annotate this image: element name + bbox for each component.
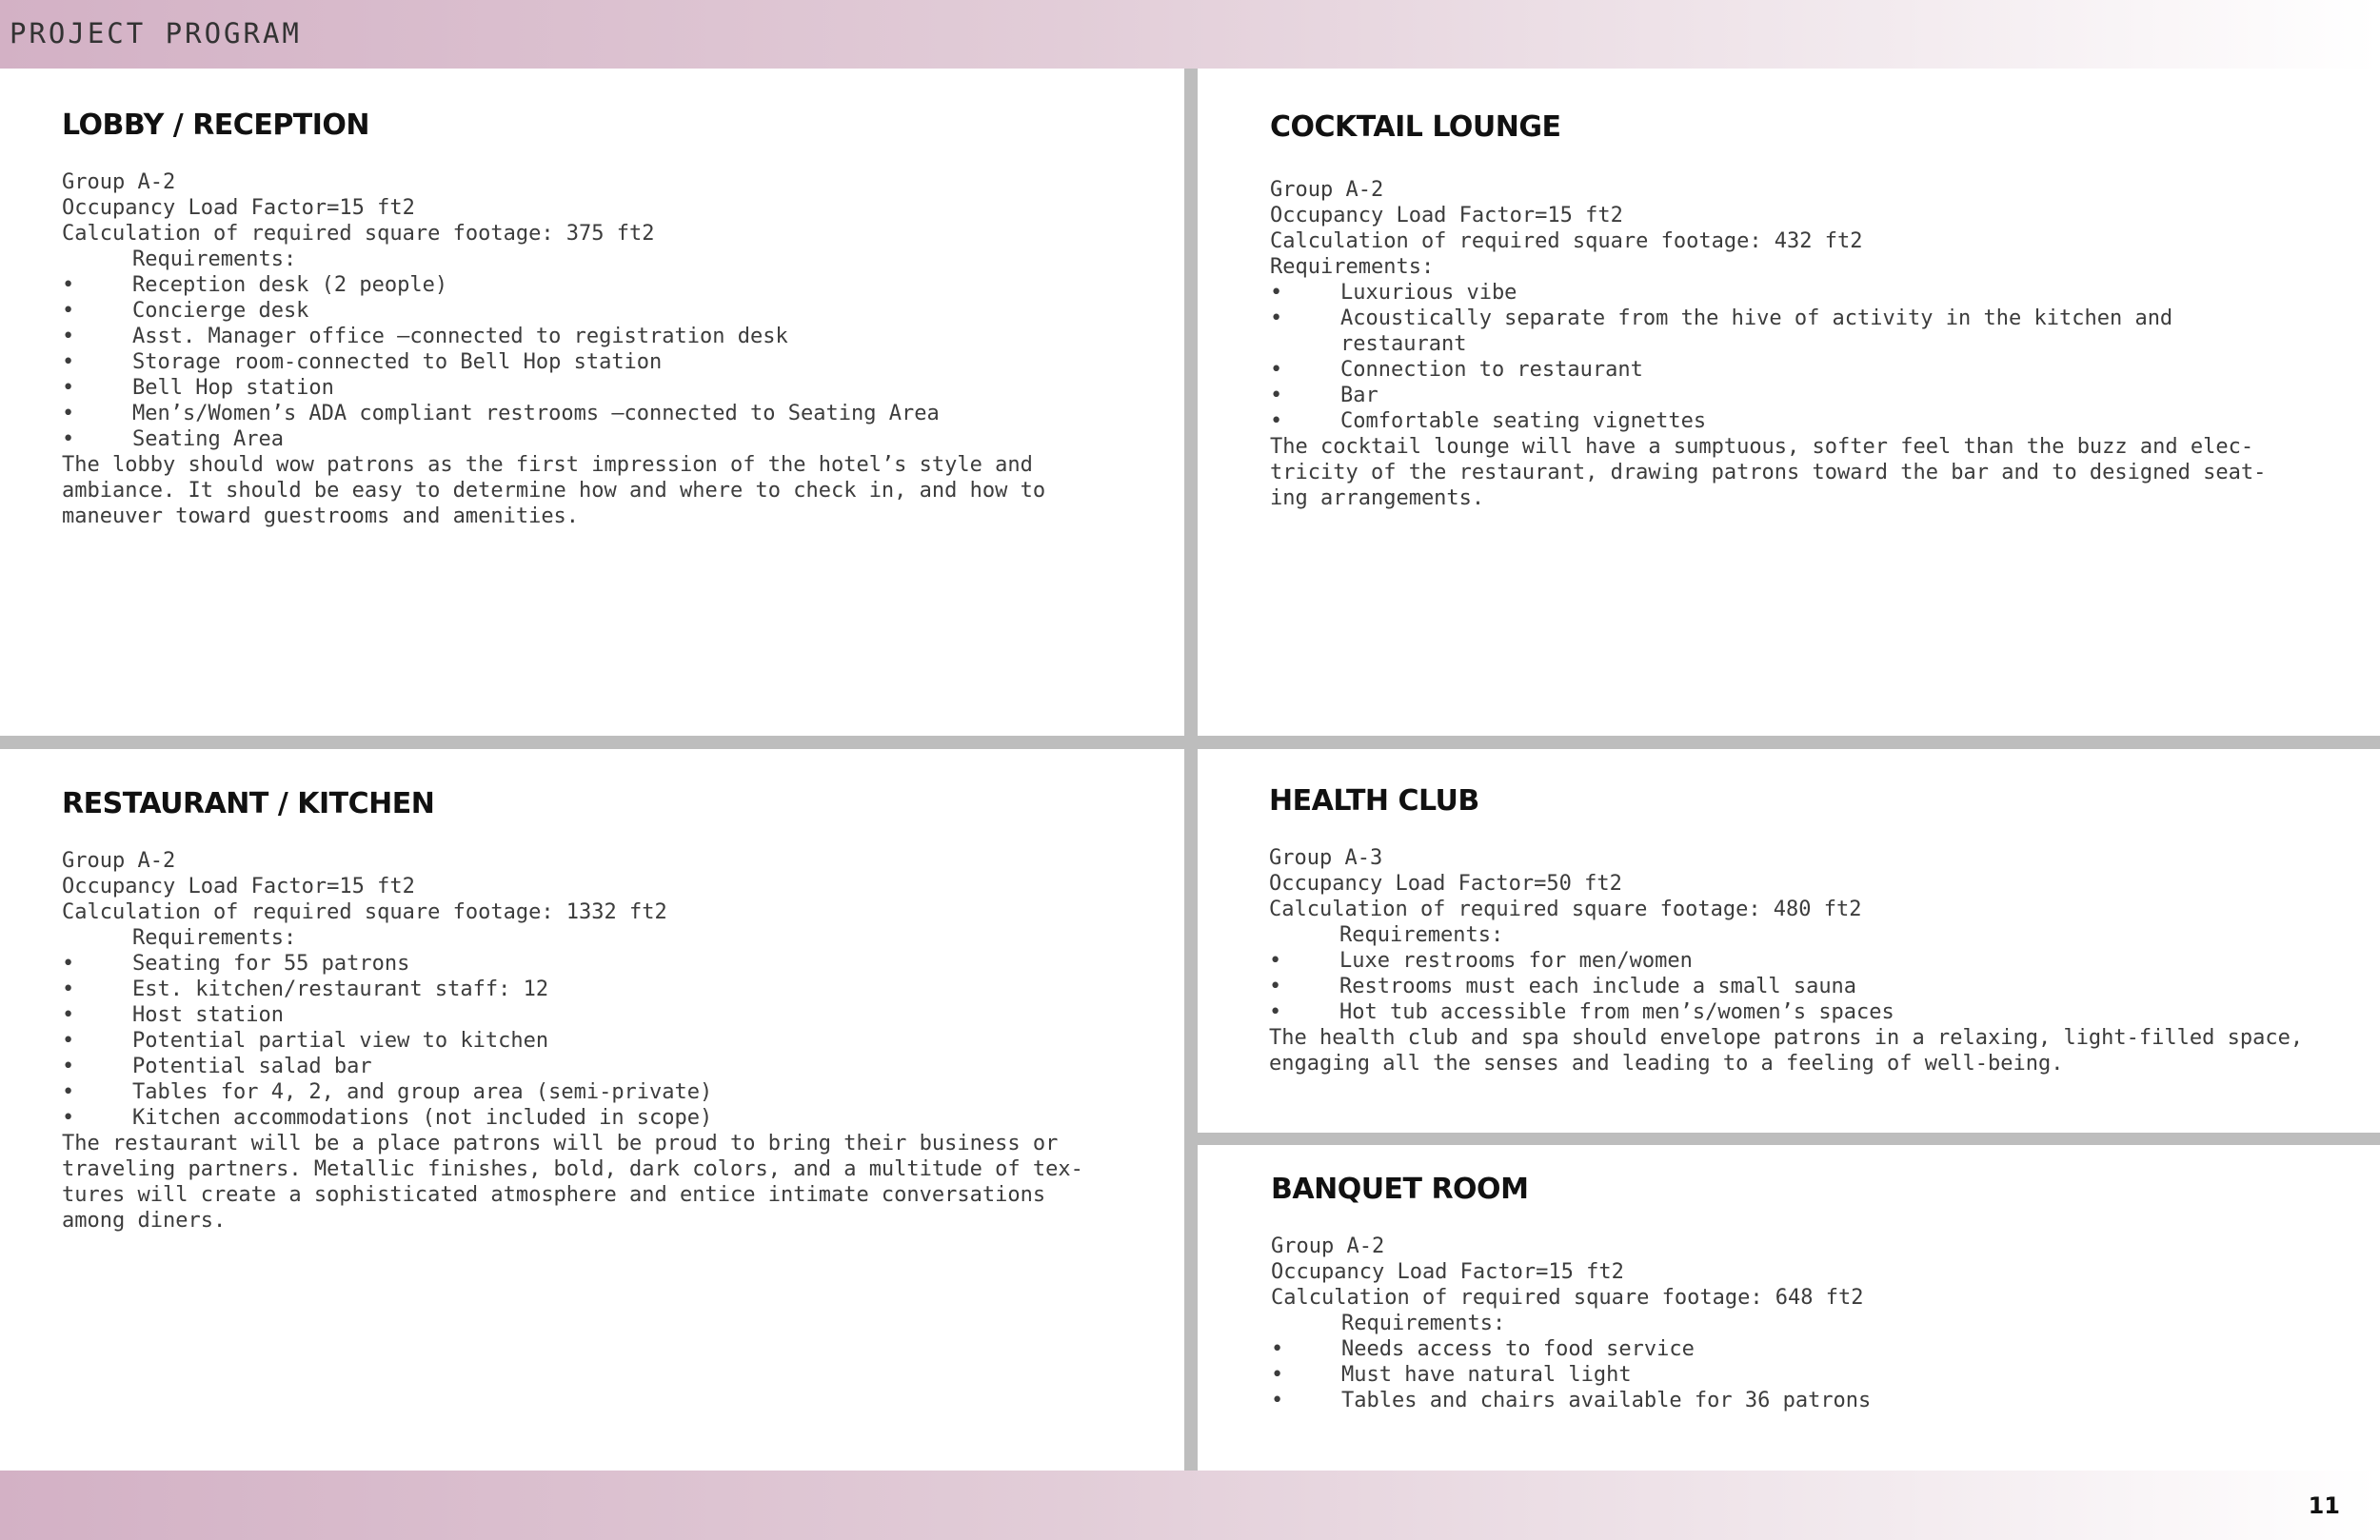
requirement-item: • Potential salad bar <box>62 1055 372 1078</box>
bullet-icon: • <box>1271 1389 1284 1412</box>
bullet-icon: • <box>62 977 75 1001</box>
requirements-label: Requirements: <box>132 247 297 271</box>
bullet-icon: • <box>62 1106 75 1130</box>
section-health-club <box>1269 784 2303 1076</box>
section-title: BANQUET ROOM <box>1271 1173 1529 1206</box>
requirement-item: • Acoustically separate from the hive of activity in the kitchen and <box>1270 306 2173 330</box>
bullet-icon: • <box>62 299 75 323</box>
bullet-icon: • <box>62 402 75 425</box>
description-line: The lobby should wow patrons as the first impression of the hotel’s style and <box>62 453 1033 477</box>
bullet-icon: • <box>62 427 75 451</box>
requirements-label: Requirements: <box>1341 1312 1506 1335</box>
description-line: tures will create a sophisticated atmosphere and entice intimate conversations <box>62 1183 1046 1207</box>
bullet-icon: • <box>1271 1337 1284 1361</box>
requirement-item: • Hot tub accessible from men’s/women’s spaces <box>1269 1000 1894 1024</box>
bullet-icon: • <box>62 376 75 400</box>
requirement-item: • Reception desk (2 people) <box>62 273 448 297</box>
load-factor: Occupancy Load Factor=15 ft2 <box>62 875 415 898</box>
description-line: tricity of the restaurant, drawing patrons toward the bar and to designed seat- <box>1270 461 2267 484</box>
bullet-icon: • <box>1270 306 1283 330</box>
load-factor: Occupancy Load Factor=15 ft2 <box>1270 204 1623 227</box>
bullet-icon: • <box>1271 1363 1284 1387</box>
requirement-item: • Must have natural light <box>1271 1363 1632 1387</box>
bullet-icon: • <box>1269 949 1282 973</box>
bullet-icon: • <box>62 273 75 297</box>
description-line: The cocktail lounge will have a sumptuous, softer feel than the buzz and elec- <box>1270 435 2254 459</box>
requirement-item: • Comfortable seating vignettes <box>1270 409 1707 433</box>
bullet-icon: • <box>62 1080 75 1104</box>
section-restaurant-kitchen <box>62 787 1083 1234</box>
requirement-item: • Men’s/Women’s ADA compliant restrooms –connected to Seating Area <box>62 402 940 425</box>
requirements-label: Requirements: <box>132 926 297 950</box>
bullet-icon: • <box>62 1029 75 1053</box>
requirement-item: • Bar <box>1270 384 1378 407</box>
horizontal-divider-right-lower <box>1192 1133 2380 1145</box>
requirement-item-continuation: restaurant <box>1340 332 1467 356</box>
square-footage-calculation: Calculation of required square footage: 1332 ft2 <box>62 900 667 924</box>
description-line: The restaurant will be a place patrons will be proud to bring their business or <box>62 1132 1059 1155</box>
section-cocktail-lounge <box>1270 110 2266 511</box>
occupancy-group: Group A-2 <box>62 849 176 873</box>
bullet-icon: • <box>62 952 75 976</box>
bullet-icon: • <box>62 1055 75 1078</box>
section-title: COCKTAIL LOUNGE <box>1270 110 1561 144</box>
section-banquet-room <box>1271 1173 1871 1413</box>
vertical-divider <box>1184 69 1198 1471</box>
requirement-item: • Seating Area <box>62 427 284 451</box>
section-lobby-reception <box>62 109 1045 529</box>
occupancy-group: Group A-2 <box>62 170 176 194</box>
requirement-item: • Potential partial view to kitchen <box>62 1029 549 1053</box>
description-line: The health club and spa should envelope patrons in a relaxing, light-filled space, <box>1269 1026 2304 1050</box>
section-title: HEALTH CLUB <box>1269 784 1479 818</box>
description-line: ambiance. It should be easy to determine how and where to check in, and how to <box>62 479 1046 503</box>
square-footage-calculation: Calculation of required square footage: 480 ft2 <box>1269 898 1862 921</box>
description-line: among diners. <box>62 1209 227 1233</box>
section-title: LOBBY / RECEPTION <box>62 109 370 142</box>
load-factor: Occupancy Load Factor=15 ft2 <box>62 196 415 220</box>
square-footage-calculation: Calculation of required square footage: 375 ft2 <box>62 222 655 246</box>
load-factor: Occupancy Load Factor=15 ft2 <box>1271 1260 1624 1284</box>
square-footage-calculation: Calculation of required square footage: 432 ft2 <box>1270 229 1863 253</box>
description-line: traveling partners. Metallic finishes, bold, dark colors, and a multitude of tex- <box>62 1157 1083 1181</box>
header-bar <box>0 0 2380 69</box>
bullet-icon: • <box>1269 1000 1282 1024</box>
horizontal-divider-right <box>1198 736 2380 749</box>
requirements-label: Requirements: <box>1339 923 1504 947</box>
description-line: ing arrangements. <box>1270 486 1485 510</box>
requirement-item: • Kitchen accommodations (not included in scope) <box>62 1106 713 1130</box>
horizontal-divider-left <box>0 736 1198 749</box>
square-footage-calculation: Calculation of required square footage: 648 ft2 <box>1271 1286 1864 1310</box>
page-header-title: PROJECT PROGRAM <box>10 17 302 49</box>
bullet-icon: • <box>62 350 75 374</box>
requirement-item: • Restrooms must each include a small sauna <box>1269 975 1857 998</box>
requirement-item: • Tables for 4, 2, and group area (semi-private) <box>62 1080 713 1104</box>
requirement-item: • Seating for 55 patrons <box>62 952 410 976</box>
page-number: 11 <box>2308 1492 2340 1519</box>
requirement-item: • Concierge desk <box>62 299 309 323</box>
description-line: engaging all the senses and leading to a feeling of well-being. <box>1269 1052 2064 1076</box>
section-title: RESTAURANT / KITCHEN <box>62 787 435 820</box>
occupancy-group: Group A-2 <box>1270 178 1384 202</box>
bullet-icon: • <box>1270 409 1283 433</box>
requirement-item: • Connection to restaurant <box>1270 358 1643 382</box>
requirement-item: • Asst. Manager office –connected to registration desk <box>62 325 788 348</box>
requirement-item: • Tables and chairs available for 36 patrons <box>1271 1389 1872 1412</box>
requirement-item: • Host station <box>62 1003 284 1027</box>
bullet-icon: • <box>1270 281 1283 305</box>
description-line: maneuver toward guestrooms and amenities. <box>62 504 580 528</box>
requirements-label: Requirements: <box>1270 255 1435 279</box>
load-factor: Occupancy Load Factor=50 ft2 <box>1269 872 1622 896</box>
occupancy-group: Group A-3 <box>1269 846 1383 870</box>
bullet-icon: • <box>1270 384 1283 407</box>
footer-bar <box>0 1471 2380 1540</box>
requirement-item: • Luxurious vibe <box>1270 281 1517 305</box>
bullet-icon: • <box>1269 975 1282 998</box>
requirement-item: • Needs access to food service <box>1271 1337 1695 1361</box>
requirement-item: • Luxe restrooms for men/women <box>1269 949 1693 973</box>
bullet-icon: • <box>62 325 75 348</box>
bullet-icon: • <box>62 1003 75 1027</box>
requirement-item: • Est. kitchen/restaurant staff: 12 <box>62 977 549 1001</box>
requirement-item: • Storage room-connected to Bell Hop station <box>62 350 663 374</box>
requirement-item: • Bell Hop station <box>62 376 334 400</box>
occupancy-group: Group A-2 <box>1271 1234 1385 1258</box>
bullet-icon: • <box>1270 358 1283 382</box>
